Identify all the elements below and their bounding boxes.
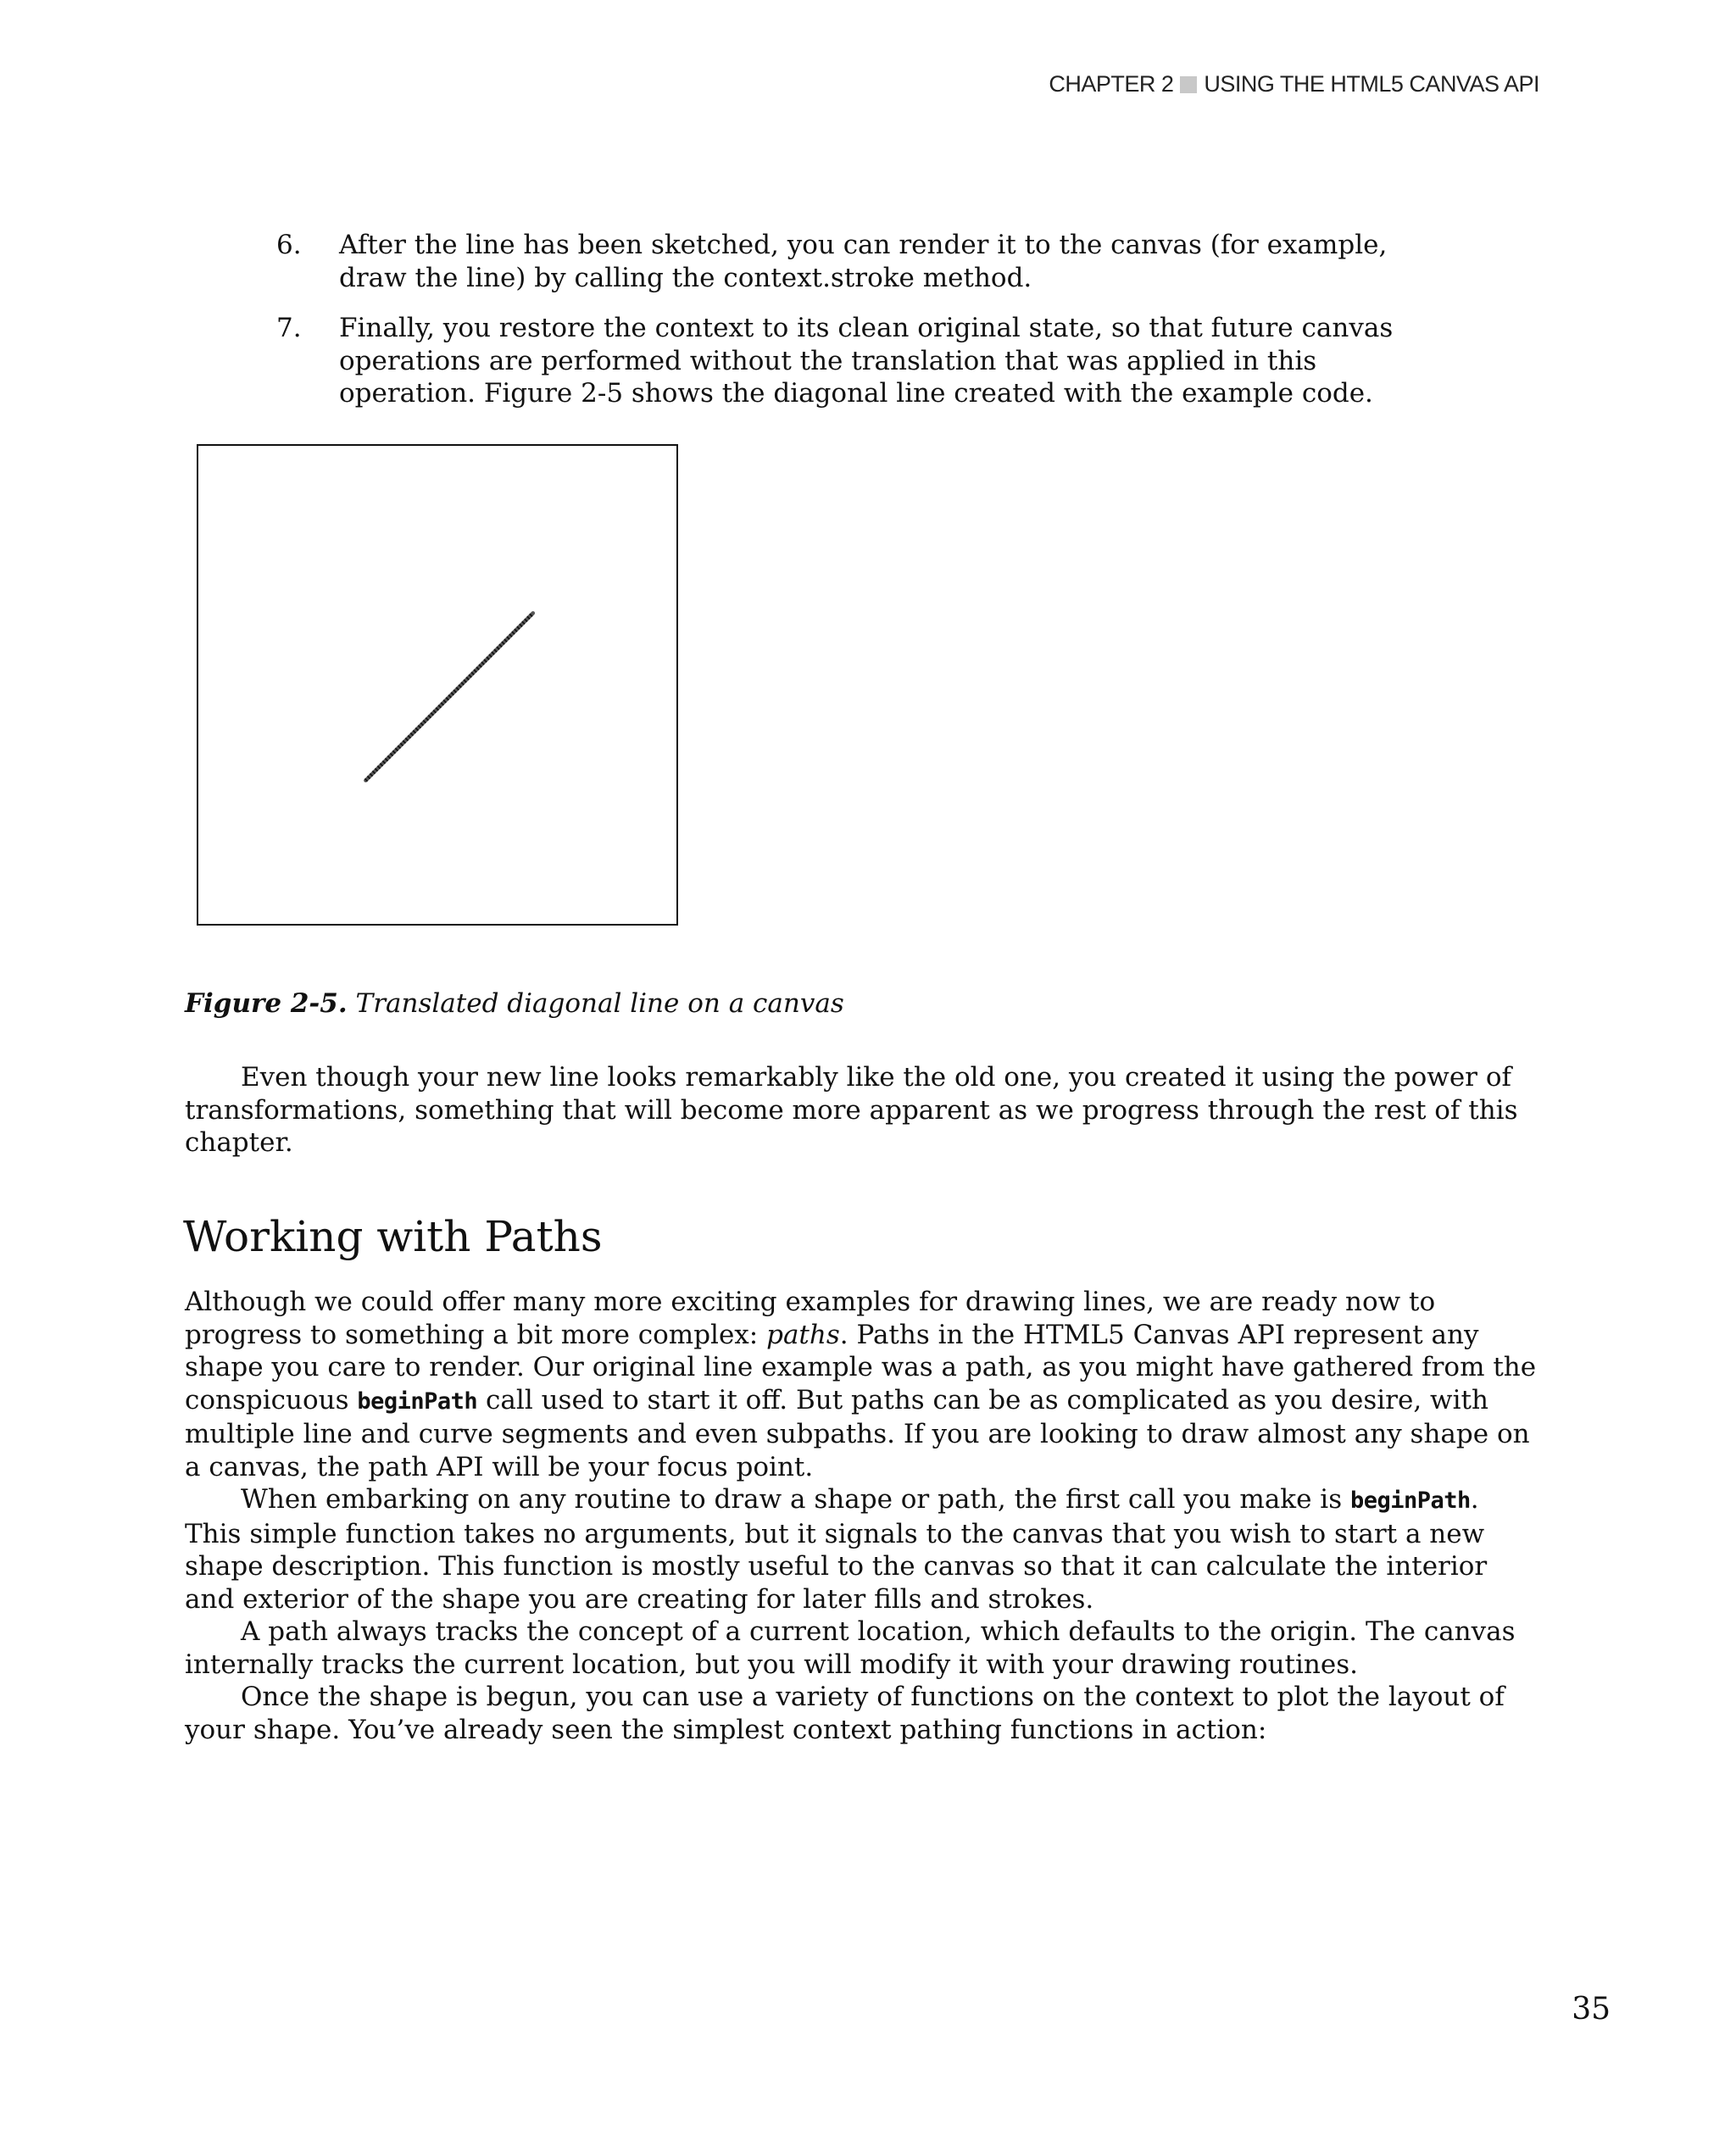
figure-canvas — [197, 444, 678, 926]
paragraph-4: Once the shape is begun, you can use a variety of functions on the context to plot the layout of your shape. You’ve already seen the simplest context pathing functions in action: — [185, 1682, 1505, 1745]
figure-caption-text: Translated diagonal line on a canvas — [355, 988, 844, 1019]
list-item-number: 6. — [276, 230, 302, 260]
paragraph-1-code: beginPath — [357, 1387, 478, 1415]
figure-label: Figure 2-5. — [185, 988, 348, 1019]
section-body — [185, 1286, 1541, 1746]
list-item-number: 7. — [276, 313, 302, 343]
list-item — [271, 229, 1458, 294]
figure-caption — [185, 988, 844, 1019]
figure-svg — [198, 446, 676, 924]
paragraph-1-part-a: Although we could offer many more exciting examples for drawing lines, we are ready now to progress to something a bit more complex: — [185, 1287, 1436, 1350]
intro-paragraph-block — [185, 1061, 1541, 1159]
chapter-label: CHAPTER 2 — [1049, 71, 1174, 97]
paragraph-1-emphasis: paths — [766, 1319, 840, 1350]
paragraph-1 — [185, 1286, 1541, 1483]
chapter-title: USING THE HTML5 CANVAS API — [1204, 71, 1539, 97]
page-number: 35 — [1572, 1992, 1611, 2027]
paragraph-1-part-c: call used to start it off. But paths can be as complicated as you desire, with multiple line and curve segments and even subpaths. If you are looking to draw almost any shape on a canvas, the path API will be your focus point. — [185, 1384, 1530, 1482]
paragraph-2 — [185, 1483, 1541, 1615]
paragraph-3: A path always tracks the concept of a current location, which defaults to the origin. The canvas internally tracks the current location, but you will modify it with your drawing routines. — [185, 1616, 1516, 1680]
numbered-list — [271, 229, 1458, 428]
section-heading: Working with Paths — [183, 1212, 603, 1261]
list-item-text: Finally, you restore the context to its clean original state, so that future canvas operations are performed without the translation that was applied in this operation. Figure 2-5 shows the diagonal line created with the example code. — [339, 313, 1394, 409]
list-item-text: After the line has been sketched, you can render it to the canvas (for example, draw the line) by calling the context.stroke method. — [339, 230, 1388, 293]
paragraph-2-part-b: . This simple function takes no arguments, but it signals to the canvas that you wish to start a new shape description. This function is mostly useful to the canvas so that it can calculate the interior and exterior of the shape you are creating for later fills and strokes. — [185, 1484, 1488, 1615]
list-item — [271, 312, 1458, 410]
paragraph-1-part-b: . Paths in the HTML5 Canvas API represent any shape you care to render. Our original line example was a path, as you might have gathered from the conspicuous — [185, 1319, 1537, 1415]
header-separator-square — [1180, 76, 1197, 93]
intro-paragraph: Even though your new line looks remarkably like the old one, you created it using the power of transformations, something that will become more apparent as we progress through the rest of this chapter. — [185, 1062, 1518, 1158]
paragraph-2-code: beginPath — [1349, 1488, 1471, 1514]
running-head — [1049, 71, 1539, 97]
paragraph-2-part-a: When embarking on any routine to draw a shape or path, the first call you make is — [241, 1484, 1350, 1515]
